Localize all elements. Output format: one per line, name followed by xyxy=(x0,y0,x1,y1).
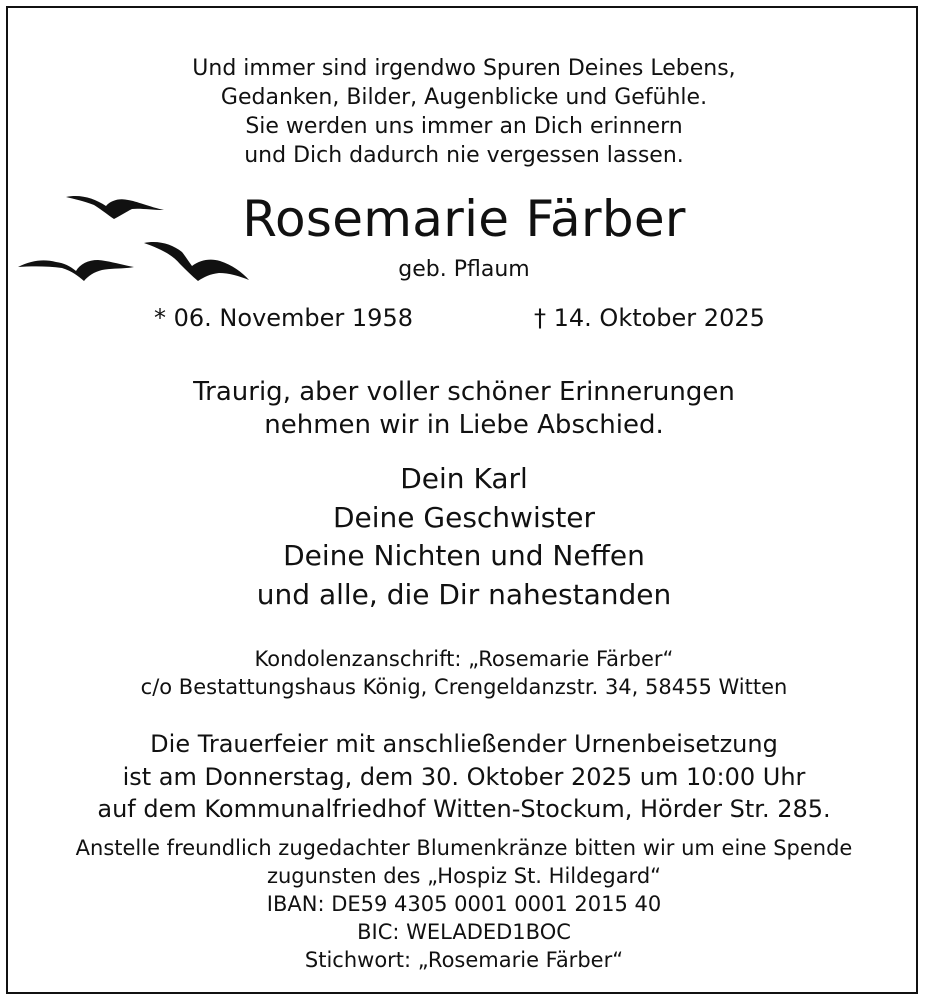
mourner-line: Deine Geschwister xyxy=(332,501,596,534)
intro-line: nehmen wir in Liebe Abschied. xyxy=(264,410,664,440)
condolence-line: c/o Bestattungshaus König, Crengeldanzstr. 34, 58455 Witten xyxy=(140,675,788,699)
poem-line: Und immer sind irgendwo Spuren Deines Lebens, xyxy=(192,56,736,81)
birth-date: * 06. November 1958 xyxy=(154,304,413,332)
intro-line: Traurig, aber voller schöner Erinnerungen xyxy=(193,377,735,407)
poem-line: Gedanken, Bilder, Augenblicke und Gefühle. xyxy=(220,85,708,110)
ceremony-line: auf dem Kommunalfriedhof Witten-Stockum, Hörder Str. 285. xyxy=(97,795,831,823)
mourner-line: Dein Karl xyxy=(400,462,528,495)
birth-name: geb. Pflaum xyxy=(398,257,530,282)
deceased-name: Rosemarie Färber xyxy=(242,190,686,248)
keyword-line: Stichwort: „Rosemarie Färber“ xyxy=(304,948,624,972)
mourner-line: Deine Nichten und Neffen xyxy=(283,539,645,572)
condolence-line: Kondolenzanschrift: „Rosemarie Färber“ xyxy=(254,647,674,671)
donation-line: zugunsten des „Hospiz St. Hildegard“ xyxy=(266,864,662,888)
death-date: † 14. Oktober 2025 xyxy=(534,304,765,332)
bic-line: BIC: WELADED1BOC xyxy=(357,920,571,944)
donation-line: Anstelle freundlich zugedachter Blumenkränze bitten wir um eine Spende xyxy=(75,836,853,860)
iban-line: IBAN: DE59 4305 0001 0001 2015 40 xyxy=(266,892,662,916)
poem-line: und Dich dadurch nie vergessen lassen. xyxy=(244,143,684,168)
ceremony-line: Die Trauerfeier mit anschließender Urnenbeisetzung xyxy=(150,730,778,758)
ceremony-line: ist am Donnerstag, dem 30. Oktober 2025 um 10:00 Uhr xyxy=(122,763,806,791)
mourner-line: und alle, die Dir nahestanden xyxy=(256,578,672,611)
poem-line: Sie werden uns immer an Dich erinnern xyxy=(245,114,683,139)
